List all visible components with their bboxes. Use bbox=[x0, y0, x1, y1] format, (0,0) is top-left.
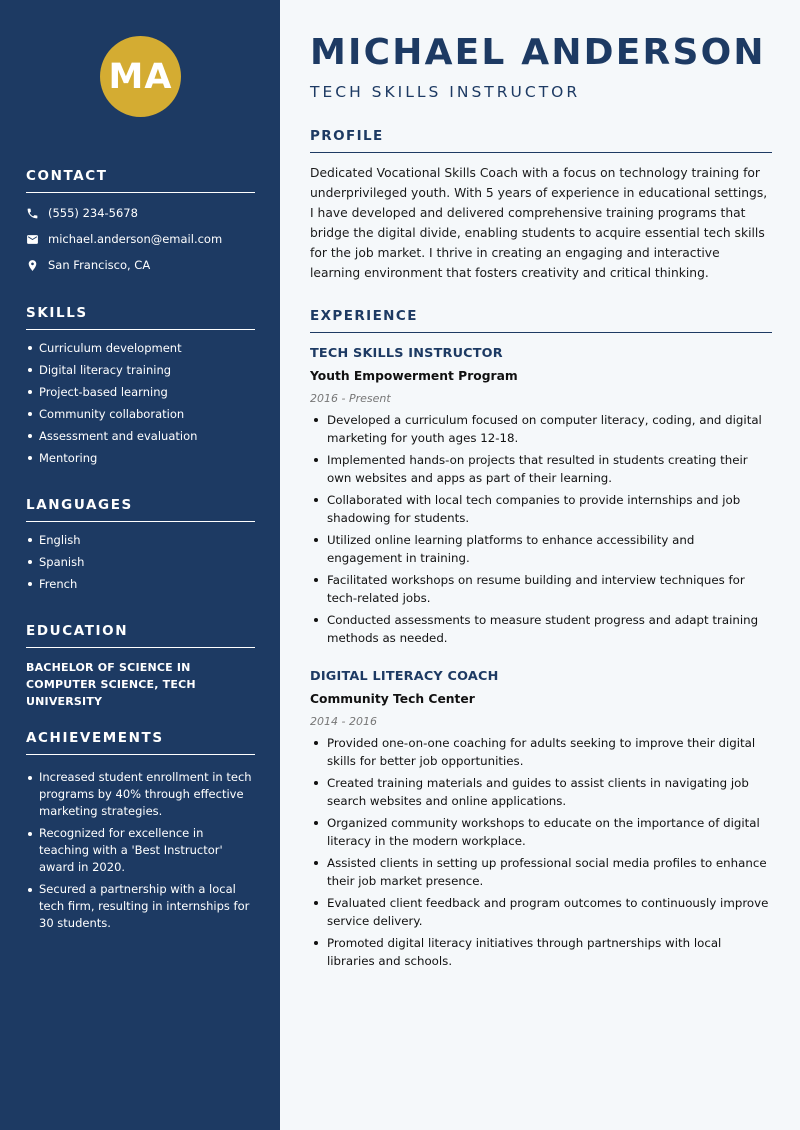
job-bullet: Developed a curriculum focused on computer literacy, coding, and digital marketing for youth ages 12-18. bbox=[310, 411, 772, 447]
location-pin-icon bbox=[26, 259, 39, 272]
languages-heading: LANGUAGES bbox=[26, 497, 255, 522]
skill-item: Curriculum development bbox=[26, 341, 255, 355]
achievements-section bbox=[26, 730, 255, 937]
job-entry bbox=[310, 669, 772, 974]
skills-section bbox=[26, 305, 255, 473]
phone-text: (555) 234-5678 bbox=[48, 206, 138, 220]
job-bullet: Collaborated with local tech companies to provide internships and job shadowing for students. bbox=[310, 491, 772, 527]
job-title: TECH SKILLS INSTRUCTOR bbox=[310, 346, 503, 361]
achievements-heading: ACHIEVEMENTS bbox=[26, 730, 255, 755]
person-role: TECH SKILLS INSTRUCTOR bbox=[310, 83, 581, 101]
email-text: michael.anderson@email.com bbox=[48, 232, 223, 246]
skill-item: Assessment and evaluation bbox=[26, 429, 255, 443]
sidebar bbox=[0, 0, 280, 1130]
education-degree: BACHELOR OF SCIENCE IN COMPUTER SCIENCE, TECH UNIVERSITY bbox=[26, 661, 196, 708]
language-item: English bbox=[26, 533, 255, 547]
job-bullet: Utilized online learning platforms to enhance accessibility and engagement in training. bbox=[310, 531, 772, 567]
job-bullet: Conducted assessments to measure student progress and adapt training methods as needed. bbox=[310, 611, 772, 647]
skill-item: Digital literacy training bbox=[26, 363, 255, 377]
email-icon bbox=[26, 233, 39, 246]
job-bullet: Facilitated workshops on resume building and interview techniques for tech-related jobs. bbox=[310, 571, 772, 607]
achievement-item: Secured a partnership with a local tech firm, resulting in internships for 30 students. bbox=[26, 881, 255, 932]
job-entry bbox=[310, 346, 772, 651]
education-heading: EDUCATION bbox=[26, 623, 255, 648]
achievement-item: Increased student enrollment in tech programs by 40% through effective marketing strategies. bbox=[26, 769, 255, 820]
job-dates: 2014 - 2016 bbox=[310, 715, 377, 728]
job-bullet: Assisted clients in setting up professional social media profiles to enhance their job market presence. bbox=[310, 854, 772, 890]
job-title: DIGITAL LITERACY COACH bbox=[310, 669, 499, 684]
phone-icon bbox=[26, 207, 39, 220]
job-bullet: Organized community workshops to educate on the importance of digital literacy in the modern workplace. bbox=[310, 814, 772, 850]
job-bullet: Created training materials and guides to assist clients in navigating job search websites and online applications. bbox=[310, 774, 772, 810]
achievement-item: Recognized for excellence in teaching with a 'Best Instructor' award in 2020. bbox=[26, 825, 255, 876]
experience-heading: EXPERIENCE bbox=[310, 308, 772, 333]
profile-text: Dedicated Vocational Skills Coach with a focus on technology training for underprivileged youth. With 5 years of experience in educational settings, I have developed and delivered comprehensive training programs that bridge the digital divide, enabling students to acquire essential tech skills for the job market. I thrive in creating an engaging and interactive learning environment that fosters creativity and critical thinking. bbox=[310, 166, 768, 280]
job-bullet: Implemented hands-on projects that resulted in students creating their own websites and apps as part of their learning. bbox=[310, 451, 772, 487]
person-name: MICHAEL ANDERSON bbox=[310, 32, 766, 73]
contact-heading: CONTACT bbox=[26, 168, 255, 193]
job-bullet: Promoted digital literacy initiatives through partnerships with local libraries and schools. bbox=[310, 934, 772, 970]
skill-item: Community collaboration bbox=[26, 407, 255, 421]
skill-item: Project-based learning bbox=[26, 385, 255, 399]
job-company: Community Tech Center bbox=[310, 692, 475, 706]
job-dates: 2016 - Present bbox=[310, 392, 391, 405]
job-bullet: Evaluated client feedback and program outcomes to continuously improve service delivery. bbox=[310, 894, 772, 930]
skill-item: Mentoring bbox=[26, 451, 255, 465]
location-text: San Francisco, CA bbox=[48, 258, 151, 272]
avatar: MA bbox=[100, 36, 181, 117]
contact-section bbox=[26, 168, 255, 278]
job-bullet: Provided one-on-one coaching for adults seeking to improve their digital skills for better job opportunities. bbox=[310, 734, 772, 770]
profile-heading: PROFILE bbox=[310, 128, 772, 153]
skills-heading: SKILLS bbox=[26, 305, 255, 330]
languages-section bbox=[26, 497, 255, 599]
language-item: French bbox=[26, 577, 255, 591]
contact-location bbox=[26, 252, 255, 278]
job-company: Youth Empowerment Program bbox=[310, 369, 518, 383]
language-item: Spanish bbox=[26, 555, 255, 569]
contact-phone bbox=[26, 200, 255, 226]
contact-email bbox=[26, 226, 255, 252]
education-section bbox=[26, 623, 255, 710]
